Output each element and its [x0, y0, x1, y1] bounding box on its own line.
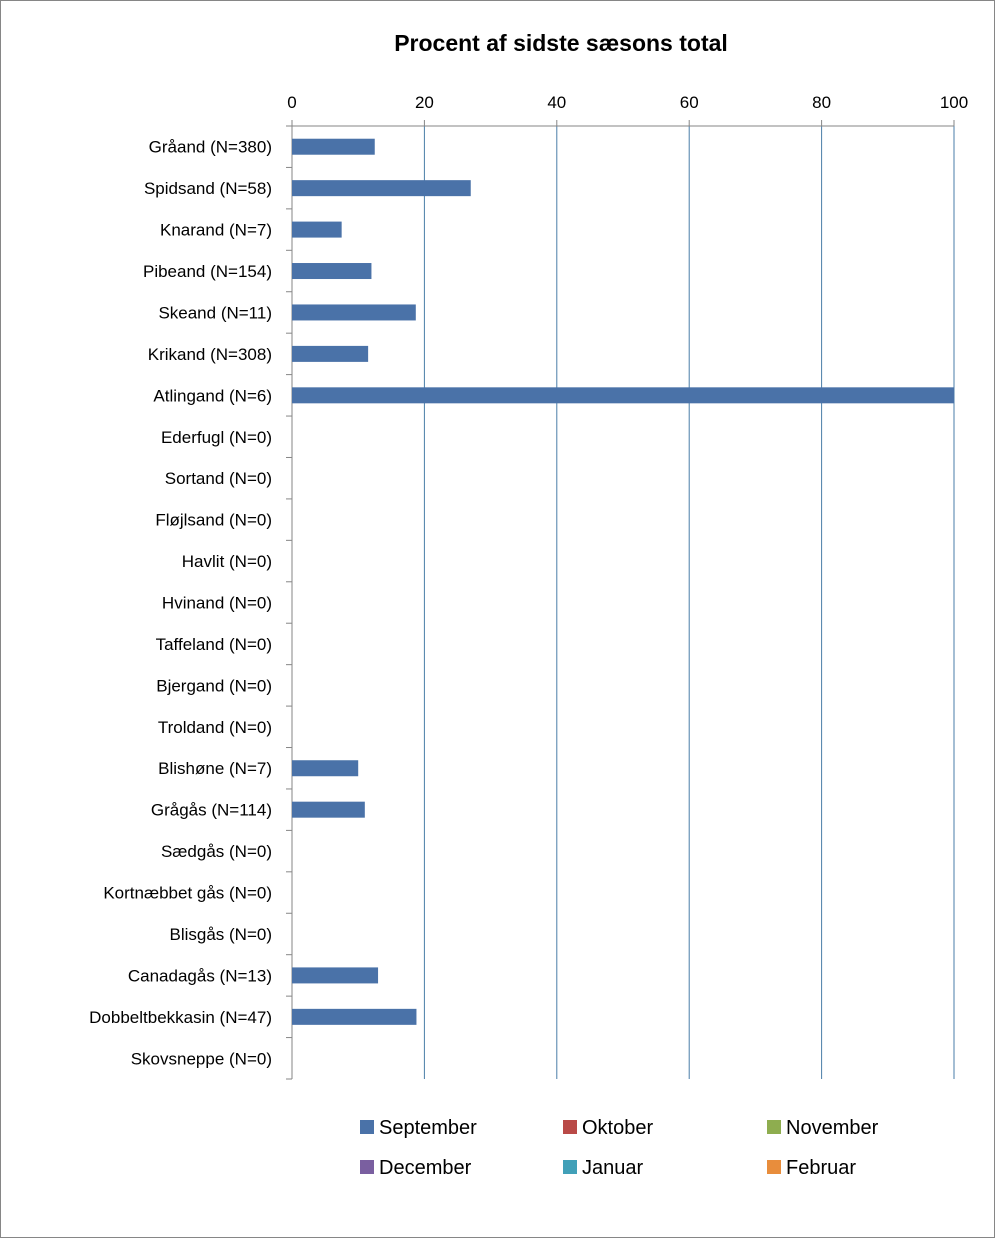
- category-label: Bjergand (N=0): [156, 676, 272, 696]
- category-label: Kortnæbbet gås (N=0): [103, 883, 272, 903]
- x-tick-label: 40: [547, 93, 567, 112]
- category-label: Blishøne (N=7): [158, 759, 272, 779]
- bar-september: [292, 802, 365, 818]
- legend-swatch-januar: [563, 1160, 577, 1174]
- category-label: Skovsneppe (N=0): [130, 1049, 272, 1069]
- category-label: Canadagås (N=13): [127, 966, 272, 986]
- x-tick-label: 20: [414, 93, 434, 112]
- category-label: Fløjlsand (N=0): [155, 510, 272, 530]
- category-label: Havlit (N=0): [181, 552, 272, 572]
- category-label: Taffeland (N=0): [155, 634, 272, 654]
- category-label: Atlingand (N=6): [153, 386, 272, 406]
- category-label: Dobbeltbekkasin (N=47): [89, 1007, 272, 1027]
- legend-label-februar: Februar: [786, 1157, 857, 1179]
- category-label: Sædgås (N=0): [160, 842, 272, 862]
- legend-label-december: December: [379, 1157, 472, 1179]
- category-label: Sortand (N=0): [164, 469, 272, 489]
- legend-label-oktober: Oktober: [582, 1117, 654, 1139]
- x-tick-label: 100: [939, 93, 969, 112]
- category-label: Blisgås (N=0): [169, 924, 272, 944]
- bar-september: [292, 346, 368, 362]
- legend-swatch-september: [360, 1120, 374, 1134]
- x-tick-label: 80: [812, 93, 832, 112]
- bar-september: [292, 760, 358, 776]
- bar-september: [292, 139, 375, 155]
- x-tick-label: 60: [679, 93, 699, 112]
- category-label: Grågås (N=114): [150, 800, 272, 820]
- category-label: Gråand (N=380): [148, 137, 272, 157]
- legend-swatch-december: [360, 1160, 374, 1174]
- category-label: Knarand (N=7): [160, 220, 272, 240]
- legend-label-november: November: [786, 1117, 879, 1139]
- legend-swatch-oktober: [563, 1120, 577, 1134]
- chart-title: Procent af sidste sæsons total: [394, 30, 728, 56]
- legend-label-januar: Januar: [582, 1157, 644, 1179]
- legend-swatch-november: [767, 1120, 781, 1134]
- bar-september: [292, 1009, 416, 1025]
- bar-september: [292, 967, 378, 983]
- category-label: Krikand (N=308): [147, 344, 272, 364]
- category-label: Skeand (N=11): [158, 303, 272, 323]
- bar-september: [292, 304, 416, 320]
- x-tick-label: 0: [287, 93, 297, 112]
- category-label: Spidsand (N=58): [143, 179, 272, 199]
- bar-september: [292, 387, 954, 403]
- bar-september: [292, 263, 371, 279]
- category-label: Hvinand (N=0): [161, 593, 272, 613]
- legend-label-september: September: [379, 1117, 477, 1139]
- legend-swatch-februar: [767, 1160, 781, 1174]
- bar-september: [292, 180, 471, 196]
- bar-september: [292, 222, 342, 238]
- category-label: Troldand (N=0): [157, 717, 272, 737]
- category-label: Pibeand (N=154): [142, 262, 272, 282]
- category-label: Ederfugl (N=0): [160, 427, 272, 447]
